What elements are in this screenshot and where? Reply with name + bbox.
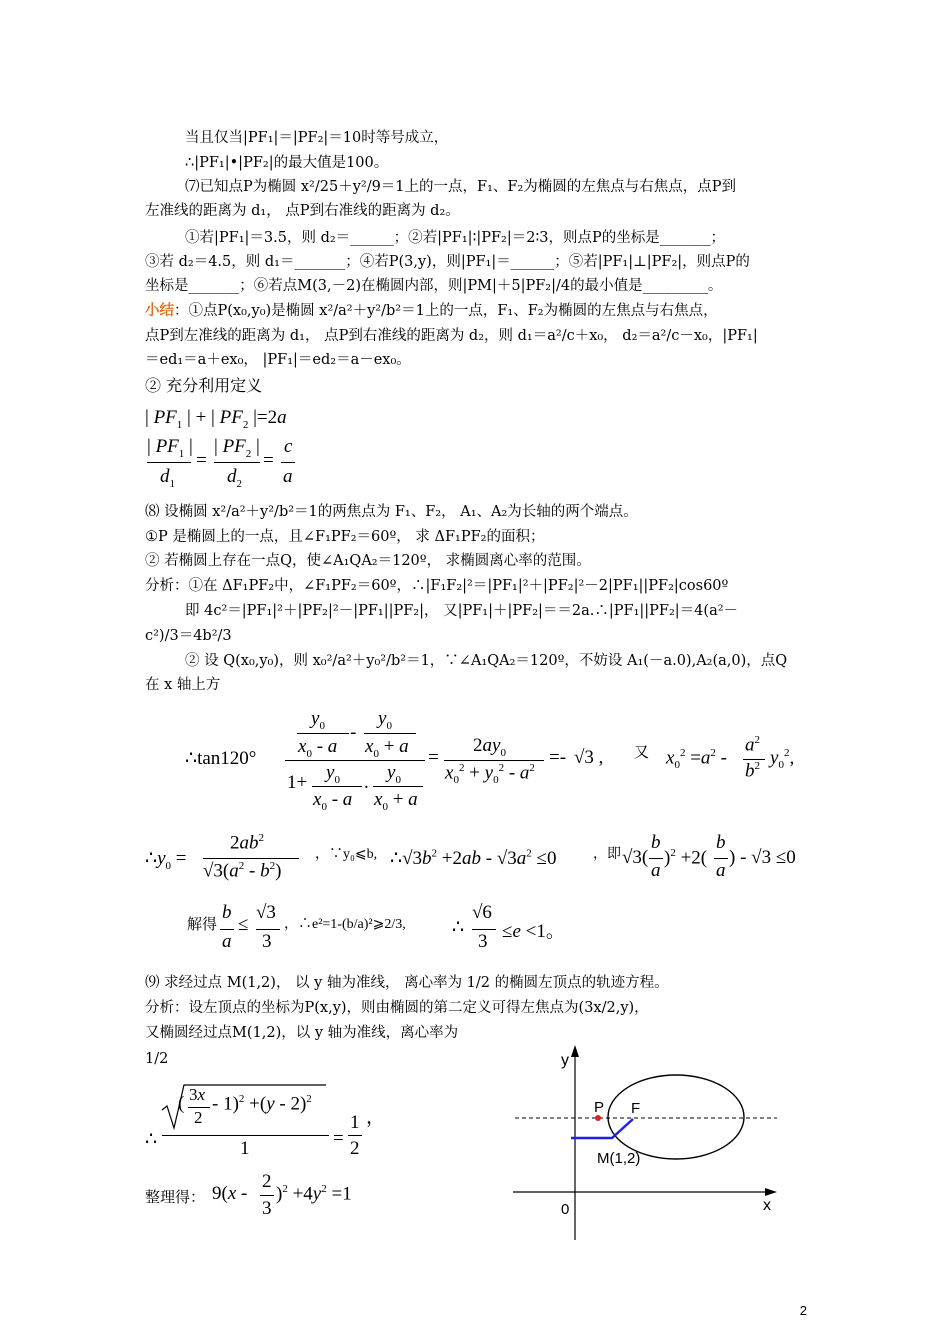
blue-segment (571, 1119, 633, 1138)
text-line: 当且仅当|PF₁|＝|PF₂|＝10时等号成立， (185, 130, 449, 146)
text-line: 在 x 轴上方 (145, 677, 221, 693)
text-line: 分析：设左顶点的坐标为P(x,y)，则由椭圆的第二定义可得左焦点为(3x/2,y)， (145, 1000, 649, 1016)
text-line: ⑼ 求经过点 M(1,2)， 以 y 轴为准线， 离心率为 1/2 的椭圆左顶点的轨迹方程。 (145, 975, 669, 991)
text-line: 分析：①在 ΔF₁PF₂中，∠F₁PF₂＝60º，∴|F₁F₂|²＝|PF₁|²＋|PF₂|²－2|PF₁||PF₂|cos60º (145, 578, 729, 594)
x-axis-arrow-icon (765, 1188, 777, 1196)
text-line: ② 若椭圆上存在一点Q，使∠A₁QA₂＝120º， 求椭圆离心率的范围。 (145, 553, 591, 569)
text-line: ② 充分利用定义 (145, 376, 263, 395)
text-line: 又椭圆经过点M(1,2)，以 y 轴为准线，离心率为 (145, 1025, 459, 1041)
ellipse (608, 1075, 744, 1159)
label-f: F (631, 1100, 641, 1117)
document-page: 当且仅当|PF₁|＝|PF₂|＝10时等号成立， ∴|PF₁|•|PF₂|的最大值是100。 ⑺已知点P为椭圆 x²/25＋y²/9＝1上的一点，F₁、F₂为椭圆的左焦点与右焦点，点P到 左准线的距离为 d₁， 点P到右准线的距离为 d₂。 ①若|PF₁|＝3.5，则 d₂＝______；②若|PF₁|∶|PF₂|＝2∶3，则点P的坐标是_______； ③若 d₂＝4.5，则 d₁＝_______；④若P(3,y)，则|PF₁|＝______；⑤若|PF₁|⊥|PF₂|，则点P的 坐标是_______；⑥若点M(3,－2)在椭圆内部，则|PM|＋5|PF₂|/4的最小值是_________。 小结：①点P(x₀,y₀)是椭圆 x²/a²＋y²/b²＝1上的一点，F₁、F₂为椭圆的左焦点与右焦点， 点P到左准线的距离为 d₁， 点P到右准线的距离为 d₂，则 d₁＝a²/c＋x₀， d₂＝a²/c－x₀，|PF₁| ＝ed₁＝a＋ex₀， |PF₁|＝ed₂＝a－ex₀。 ② 充分利用定义 | $PF_1$ | + | $PF_2$ |=2a | $PF_1$ | $d_1$ = | $PF_2$ | $d_2$ = c a ⑻ 设椭圆 x²/a²＋y²/b²＝1的两焦点为 F₁、F₂， A₁、A₂为长轴的两个端点。 ①P 是椭圆上的一点，且∠F₁PF₂＝60º， 求 ΔF₁PF₂的面积； ② 若椭圆上存在一点Q，使∠A₁QA₂＝120º， 求椭圆离心率的范围。 分析：①在 ΔF₁PF₂中，∠F₁PF₂＝60º，∴|F₁F₂|²＝|PF₁|²＋|PF₂|²－2|PF₁||PF₂|cos60º 即 4c²＝|PF₁|²＋|PF₂|²－|PF₁||PF₂|， 又|PF₁|＋|PF₂|＝＝2a.∴|PF₁||PF₂|＝4(a²－ c²)/3＝4b²/3 ② 设 Q(x₀,y₀)，则 x₀²/a²＋y₀²/b²＝1，∵∠A₁QA₂＝120º，不妨设 A₁(－a.0),A₂(a,0)，点Q 在 x 轴上方 ∴tan120° $y_0$ $x_0$ - a - $y_0$ $x_0 + a$ 1+ $y_0$ $x_0$ - a . $y_0$ $x_0 + a$ = $2ay_0$ $x_0^2 + y_0^2 - a^2$ =- √3 , 又 $x_0^2 =a^2$ - $a^2$ $b^2$ $y_0^2$, $\therefore y_0$ = $2ab^2$ $√3(a^2 - b^2)$ ，∵y₀⩽b, $\therefore√3b^2 +2ab - √3a^2 \le 0$ ，即 √3( b a )$^2$ +2( b a ) - √3 ≤0 解得 b a ≤ √3 3 ，∴e²=1-(b/a)²⩾2/3, ∴ √6 3 ≤e <1。 ⑼ 求经过点 M(1,2)， 以 y 轴为准线， 离心率为 1/2 的椭圆左顶点的轨迹方程。 分析：设左顶点的坐标为P(x,y)，则由椭圆的第二定义可得左焦点为(3x/2,y)， 又椭圆经过点M(1,2)，以 y 轴为准线，离心率为 1/2 ∴ ( 3x 2 - 1)$^2$ +(y - 2)$^2$ 1 = 1 2 ， 整理得： 9(x - 2 3 )$^2 +4y^2 =1$ y x 0 P F M(1,2) 2 (145, 130, 807, 1318)
summary-line: 小结：①点P(x₀,y₀)是椭圆 x²/a²＋y²/b²＝1上的一点，F₁、F₂为椭圆的左焦点与右焦点， (145, 302, 718, 319)
text-line: ＝ed₁＝a＋ex₀， |PF₁|＝ed₂＝a－ex₀。 (145, 352, 411, 368)
text-line: 即 4c²＝|PF₁|²＋|PF₂|²－|PF₁||PF₂|， 又|PF₁|＋|PF₂|＝＝2a.∴|PF₁||PF₂|＝4(a²－ (185, 603, 739, 619)
label-m: M(1,2) (597, 1150, 641, 1167)
y-label: y (561, 1052, 569, 1069)
text-line: 1/2 (145, 1051, 169, 1067)
text-line: ② 设 Q(x₀,y₀)，则 x₀²/a²＋y₀²/b²＝1，∵∠A₁QA₂＝120º，不妨设 A₁(－a.0),A₂(a,0)，点Q (185, 653, 788, 669)
page-number: 2 (799, 1303, 807, 1318)
text-line: 点P到左准线的距离为 d₁， 点P到右准线的距离为 d₂，则 d₁＝a²/c＋x₀， d₂＝a²/c－x₀，|PF₁| (145, 328, 758, 344)
label-p: P (594, 1099, 605, 1116)
text-line: 坐标是_______；⑥若点M(3,－2)在椭圆内部，则|PM|＋5|PF₂|/4的最小值是_________。 (145, 278, 723, 294)
origin-label: 0 (561, 1201, 570, 1218)
text-line: c²)/3＝4b²/3 (145, 628, 232, 644)
text-line: 左准线的距离为 d₁， 点P到右准线的距离为 d₂。 (145, 203, 460, 219)
summary-label: 小结 (145, 302, 174, 319)
text-line: ∴|PF₁|•|PF₂|的最大值是100。 (185, 155, 389, 171)
text-line: ⑺已知点P为椭圆 x²/25＋y²/9＝1上的一点，F₁、F₂为椭圆的左焦点与右焦点，点P到 (185, 179, 737, 195)
text-line: ①P 是椭圆上的一点，且∠F₁PF₂＝60º， 求 ΔF₁PF₂的面积； (145, 529, 545, 545)
text-line: ⑻ 设椭圆 x²/a²＋y²/b²＝1的两焦点为 F₁、F₂， A₁、A₂为长轴的两个端点。 (145, 504, 638, 520)
text-line: ①若|PF₁|＝3.5，则 d₂＝______；②若|PF₁|∶|PF₂|＝2∶3，则点P的坐标是_______； (185, 230, 725, 246)
text-line: ③若 d₂＝4.5，则 d₁＝_______；④若P(3,y)，则|PF₁|＝______；⑤若|PF₁|⊥|PF₂|，则点P的 (145, 254, 750, 270)
y-axis-arrow-icon (571, 1045, 579, 1057)
formula-definition-sum: | $PF_1$ | + | $PF_2$ |=2a (145, 407, 287, 431)
ellipse-diagram (505, 1040, 795, 1245)
x-label: x (763, 1197, 771, 1214)
